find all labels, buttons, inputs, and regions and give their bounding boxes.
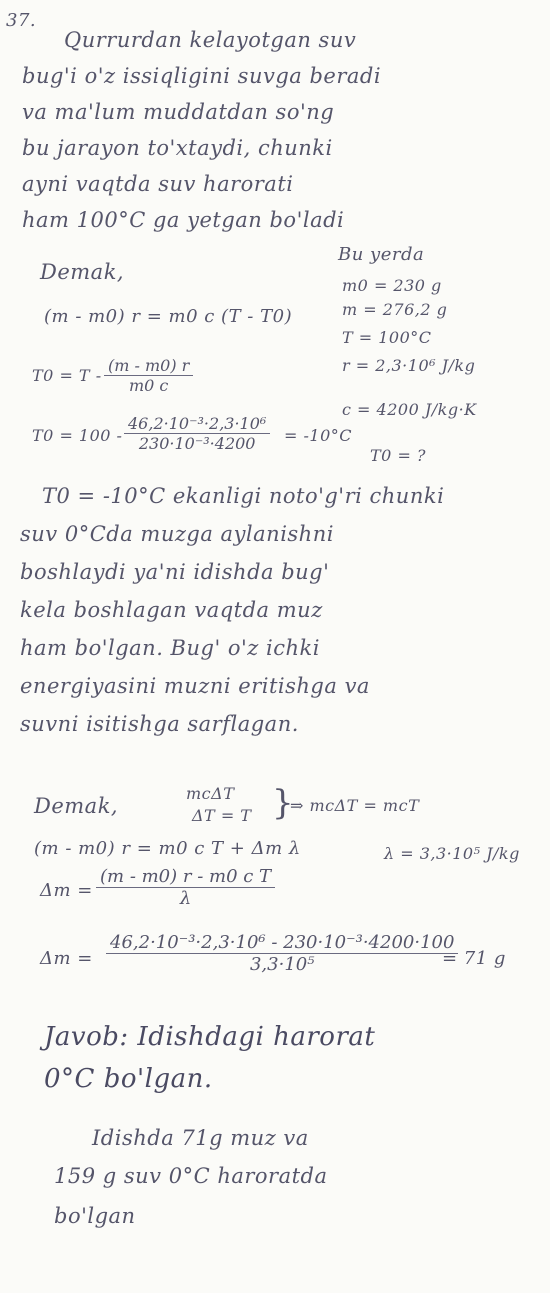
dm-calc-lhs: Δm = (40, 948, 93, 969)
main-equation: (m - m0) r = m0 c (T - T0) (44, 306, 293, 327)
condition-top: mcΔT (186, 784, 235, 803)
t0-formula-denominator: m0 c (128, 376, 169, 395)
t0-calc-lhs: T0 = 100 - (32, 426, 123, 445)
dm-calc-numerator: 46,2·10⁻³·2,3·10⁶ - 230·10⁻³·4200·100 (106, 932, 458, 954)
given-value: T = 100°C (342, 328, 432, 347)
dm-formula-fraction (96, 866, 275, 909)
t0-calc-denominator: 230·10⁻³·4200 (138, 434, 256, 453)
paragraph2-line: kela boshlagan vaqtda muz (20, 598, 323, 622)
given-value: m0 = 230 g (342, 276, 442, 295)
final-line: bo'lgan (54, 1204, 136, 1228)
condition-result: ⇒ mcΔT = mcT (290, 796, 420, 815)
t0-calc-numerator: 46,2·10⁻³·2,3·10⁶ (124, 414, 270, 434)
paragraph1-line: ayni vaqtda suv harorati (22, 172, 294, 196)
t0-calc-result: = -10°C (284, 426, 352, 445)
paragraph1-line: ham 100°C ga yetgan bo'ladi (22, 208, 345, 232)
dm-calc-result: = 71 g (442, 948, 506, 969)
dm-formula-denominator: λ (179, 888, 192, 909)
energy-balance-equation: (m - m0) r = m0 c T + Δm λ (34, 838, 301, 859)
dm-formula-numerator: (m - m0) r - m0 c T (96, 866, 275, 888)
given-value: m = 276,2 g (342, 300, 448, 319)
demak-label: Demak, (40, 260, 125, 284)
t0-formula-numerator: (m - m0) r (104, 356, 193, 376)
paragraph1-line: bug'i o'z issiqligini suvga beradi (22, 64, 382, 88)
answer-line: Javob: Idishdagi harorat (44, 1022, 376, 1052)
paragraph1-line: Qurrurdan kelayotgan suv (64, 28, 357, 52)
answer-line: 0°C bo'lgan. (44, 1064, 213, 1094)
final-line: 159 g suv 0°C haroratda (54, 1164, 328, 1188)
dm-calc-fraction (106, 932, 458, 975)
final-line: Idishda 71g muz va (92, 1126, 309, 1150)
given-value: r = 2,3·10⁶ J/kg (342, 356, 476, 375)
paragraph1-line: va ma'lum muddatdan so'ng (22, 100, 335, 124)
given-value: T0 = ? (370, 446, 427, 465)
paragraph2-line: boshlaydi ya'ni idishda bug' (20, 560, 330, 584)
paragraph2-line: energiyasini muzni eritishga va (20, 674, 370, 698)
paragraph1-line: bu jarayon to'xtaydi, chunki (22, 136, 333, 160)
t0-calc-fraction (124, 414, 270, 453)
t0-formula-lhs: T0 = T - (32, 366, 102, 385)
condition-bottom: ΔT = T (192, 806, 252, 825)
demak-label: Demak, (34, 794, 119, 818)
dm-calc-denominator: 3,3·10⁵ (249, 954, 315, 975)
paragraph2-line: suvni isitishga sarflagan. (20, 712, 299, 736)
t0-formula-fraction (104, 356, 193, 395)
paragraph2-line: suv 0°Cda muzga aylanishni (20, 522, 334, 546)
dm-formula-lhs: Δm = (40, 880, 93, 901)
brace-symbol: } (272, 783, 294, 823)
lambda-given: λ = 3,3·10⁵ J/kg (384, 844, 520, 863)
bu-yerda-label: Bu yerda (338, 244, 425, 265)
paragraph2-line: ham bo'lgan. Bug' o'z ichki (20, 636, 320, 660)
problem-number: 37. (6, 10, 37, 31)
given-value: c = 4200 J/kg·K (342, 400, 477, 419)
paragraph2-line: T0 = -10°C ekanligi noto'g'ri chunki (42, 484, 445, 508)
